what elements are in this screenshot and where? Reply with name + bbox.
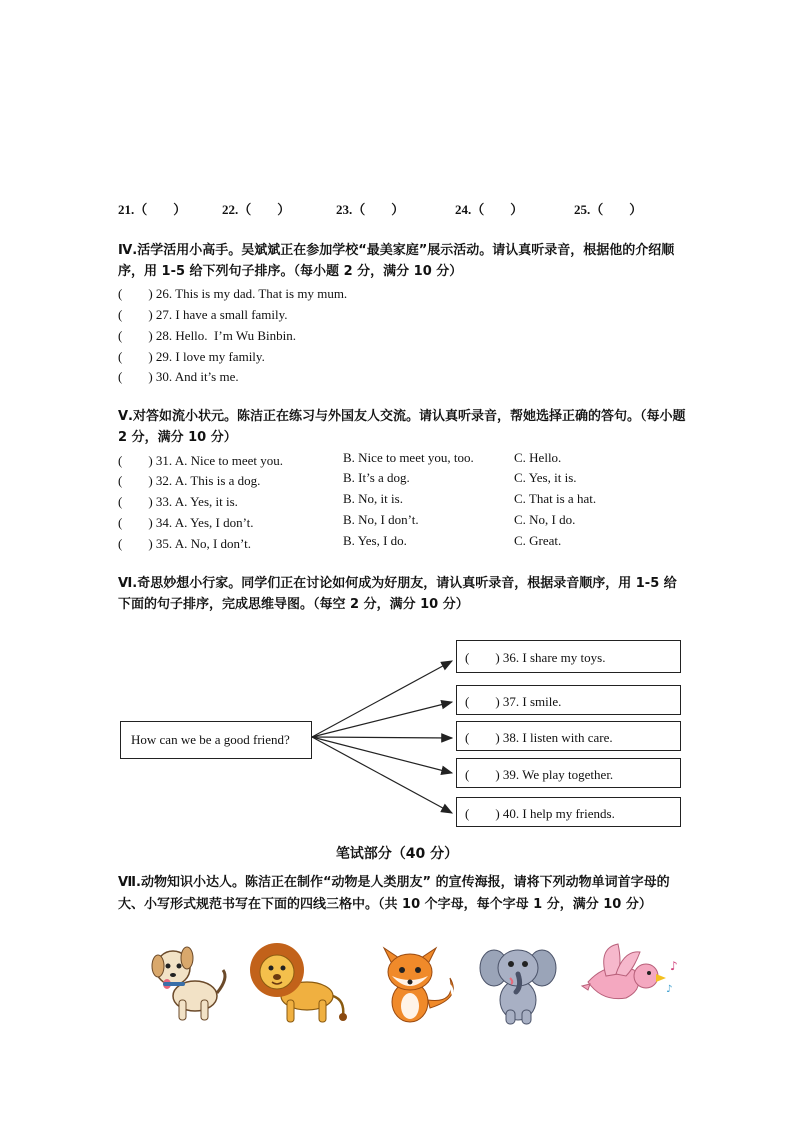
- sec5-q33-option-b[interactable]: B. No, it is.: [343, 491, 403, 506]
- sec5-q32-option-c[interactable]: C. Yes, it is.: [514, 470, 577, 485]
- section-6-title: Ⅵ.奇思妙想小行家。同学们正在讨论如何成为好朋友，请认真听录音，根据录音顺序，用 1-5 给下面的句子排序，完成思维导图。（每空 2 分，满分 10 分）: [118, 576, 677, 612]
- sec5-q32-option-b[interactable]: B. It’s a dog.: [343, 470, 410, 485]
- arrow-to-36: [312, 661, 452, 737]
- sec4-item-26[interactable]: ( ) 26. This is my dad. That is my mum.: [118, 286, 348, 301]
- sec5-q35-option-b[interactable]: B. Yes, I do.: [343, 533, 407, 548]
- arrow-to-38: [312, 737, 452, 738]
- answer-blank-25[interactable]: 25.（ ）: [574, 202, 643, 217]
- svg-text:♪: ♪: [670, 959, 678, 973]
- mind-map-branch-38[interactable]: ( ) 38. I listen with care.: [456, 721, 681, 751]
- arrow-to-39: [312, 737, 452, 773]
- sec5-q35-option-c[interactable]: C. Great.: [514, 533, 562, 548]
- sec4-item-29[interactable]: ( ) 29. I love my family.: [118, 349, 265, 364]
- section-7-title: Ⅶ.动物知识小达人。陈洁正在制作“动物是人类朋友” 的宣传海报，请将下列动物单词首字母的大、小写形式规范书写在下面的四线三格中。（共 10 个字母，每个字母 1 分，满分 10 分）: [118, 875, 670, 912]
- sec5-q34-option-c[interactable]: C. No, I do.: [514, 512, 576, 527]
- arrow-to-40: [312, 737, 452, 813]
- sec4-item-30[interactable]: ( ) 30. And it’s me.: [118, 369, 239, 384]
- answer-blank-23[interactable]: 23.（ ）: [336, 202, 405, 217]
- mind-map-branch-37[interactable]: ( ) 37. I smile.: [456, 685, 681, 715]
- dog-picture: [145, 938, 235, 1028]
- answer-blank-22[interactable]: 22.（ ）: [222, 202, 291, 217]
- sec4-item-27[interactable]: ( ) 27. I have a small family.: [118, 307, 288, 322]
- sec5-q33[interactable]: ( ) 33. A. Yes, it is.: [118, 494, 238, 509]
- sec5-q31-option-c[interactable]: C. Hello.: [514, 450, 562, 465]
- sec5-q34-option-b[interactable]: B. No, I don’t.: [343, 512, 419, 527]
- sec5-q33-option-c[interactable]: C. That is a hat.: [514, 491, 597, 506]
- answer-blank-21[interactable]: 21.（ ）: [118, 202, 187, 217]
- mind-map-branch-39[interactable]: ( ) 39. We play together.: [456, 758, 681, 788]
- arrow-to-37: [312, 702, 452, 737]
- sec5-q31[interactable]: ( ) 31. A. Nice to meet you.: [118, 453, 283, 468]
- svg-text:♪: ♪: [666, 984, 673, 995]
- fox-picture: [370, 938, 462, 1028]
- sec5-q34[interactable]: ( ) 34. A. Yes, I don’t.: [118, 515, 254, 530]
- answer-blank-24[interactable]: 24.（ ）: [455, 202, 524, 217]
- lion-picture: [247, 938, 349, 1026]
- elephant-picture: [478, 938, 558, 1026]
- sec5-q31-option-b[interactable]: B. Nice to meet you, too.: [343, 450, 474, 465]
- section-5-title: Ⅴ.对答如流小状元。陈洁正在练习与外国友人交流。请认真听录音，帮她选择正确的答句。（每小题 2 分，满分 10 分）: [118, 409, 686, 445]
- sec5-q32[interactable]: ( ) 32. A. This is a dog.: [118, 473, 261, 488]
- mind-map-branch-36[interactable]: ( ) 36. I share my toys.: [456, 640, 681, 673]
- written-part-header: 笔试部分（40 分）: [335, 846, 459, 862]
- bird-picture: [578, 940, 683, 1010]
- mind-map-branch-40[interactable]: ( ) 40. I help my friends.: [456, 797, 681, 827]
- sec5-q35[interactable]: ( ) 35. A. No, I don’t.: [118, 536, 252, 551]
- section-4-title: Ⅳ.活学活用小高手。吴斌斌正在参加学校“最美家庭”展示活动。请认真听录音，根据他的介绍顺序，用 1-5 给下列句子排序。（每小题 2 分，满分 10 分）: [118, 243, 675, 279]
- sec4-item-28[interactable]: ( ) 28. Hello. I’m Wu Binbin.: [118, 328, 296, 343]
- mind-map-center: How can we be a good friend?: [120, 721, 312, 759]
